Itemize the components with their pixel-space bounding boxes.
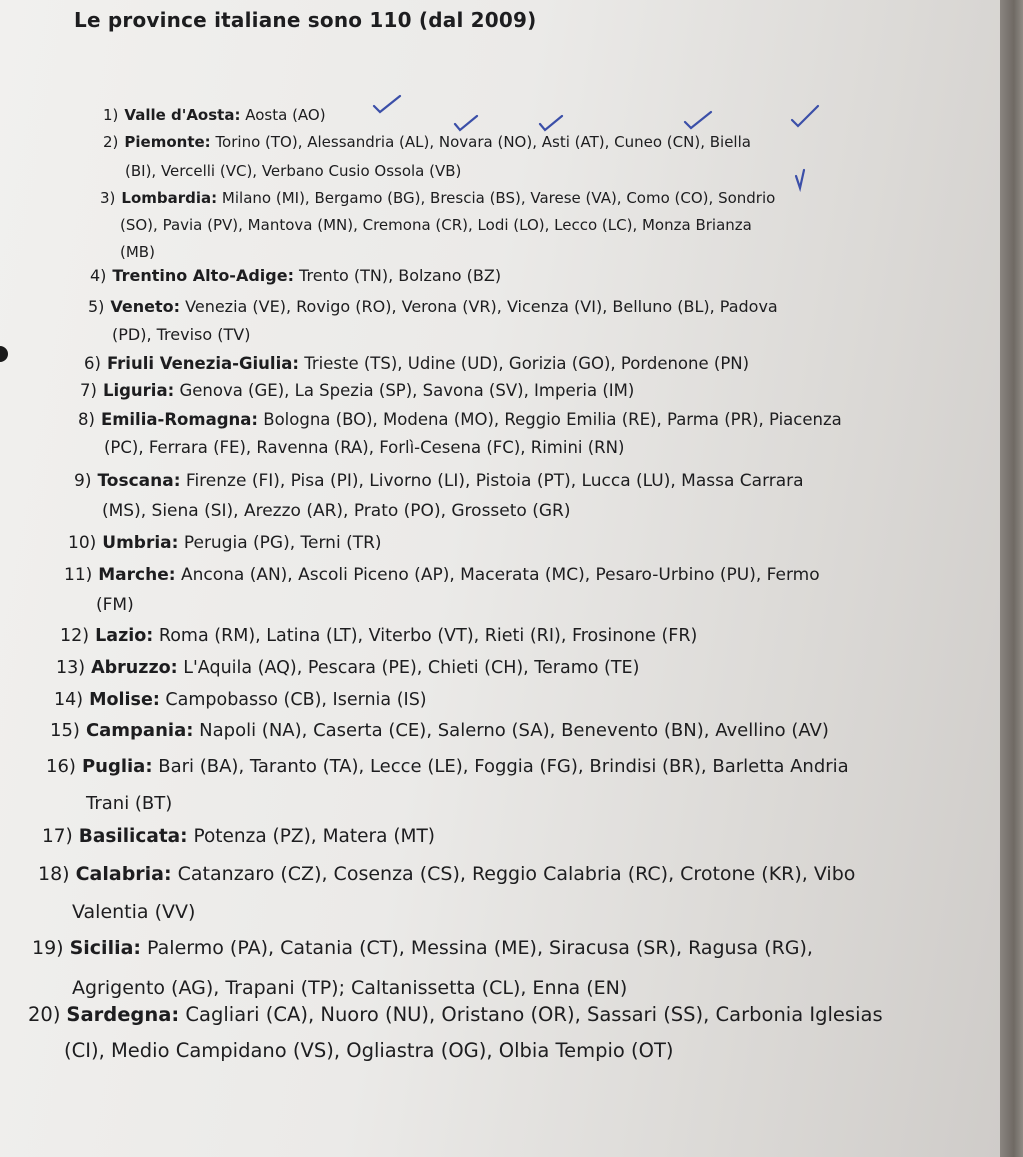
province-text: Valentia (VV) <box>72 901 196 923</box>
province-text: Venezia (VE), Rovigo (RO), Verona (VR), Vicenza (VI), Belluno (BL), Padova <box>180 297 778 316</box>
region-name: Marche: <box>98 565 176 585</box>
entry-number: 10) <box>68 533 97 553</box>
entry-number: 13) <box>56 658 86 678</box>
province-text: Firenze (FI), Pisa (PI), Livorno (LI), Pistoia (PT), Lucca (LU), Massa Carrara <box>180 471 804 491</box>
entry-line <box>74 496 804 526</box>
list-item <box>68 528 382 558</box>
entry-line <box>56 653 639 683</box>
list-item <box>42 822 435 852</box>
region-name: Veneto: <box>110 297 181 316</box>
list-item <box>84 350 749 378</box>
entry-line <box>90 262 501 290</box>
checkmark-icon <box>683 108 713 132</box>
province-text: (PC), Ferrara (FE), Ravenna (RA), Forlì-Cesena (FC), Rimini (RN) <box>104 438 625 457</box>
province-text: Trani (BT) <box>86 793 173 814</box>
checkmark-icon <box>453 112 483 136</box>
province-text: (FM) <box>96 595 134 615</box>
province-text: Potenza (PZ), Matera (MT) <box>187 826 436 847</box>
province-text: (MB) <box>120 243 155 261</box>
entry-line <box>28 1033 883 1069</box>
region-name: Toscana: <box>97 471 181 491</box>
entry-line <box>42 822 435 852</box>
province-text: Milano (MI), Bergamo (BG), Brescia (BS), Varese (VA), Como (CO), Sondrio <box>217 189 776 207</box>
entry-line <box>46 748 849 785</box>
checkmark-icon <box>794 168 824 192</box>
entry-number: 3) <box>100 189 116 207</box>
province-text: (PD), Treviso (TV) <box>112 325 251 344</box>
province-text: Catanzaro (CZ), Cosenza (CS), Reggio Calabria (RC), Crotone (KR), Vibo <box>171 863 856 885</box>
entry-line <box>78 434 842 462</box>
list-item <box>64 560 820 620</box>
page-title: Le province italiane sono 110 (dal 2009) <box>74 8 537 32</box>
list-item <box>80 377 634 405</box>
entry-line <box>103 100 326 130</box>
entry-number: 2) <box>103 133 119 151</box>
province-text: Aosta (AO) <box>240 106 326 124</box>
list-item <box>88 293 778 349</box>
province-text: Genova (GE), La Spezia (SP), Savona (SV), Imperia (IM) <box>174 381 635 400</box>
list-item <box>54 685 427 715</box>
province-text: Bari (BA), Taranto (TA), Lecce (LE), Foggia (FG), Brindisi (BR), Barletta Andria <box>152 756 849 777</box>
province-text: Palermo (PA), Catania (CT), Messina (ME), Siracusa (SR), Ragusa (RG), <box>141 937 813 959</box>
list-item <box>100 185 775 266</box>
region-name: Lombardia: <box>121 189 218 207</box>
entry-line <box>88 293 778 321</box>
entry-number: 5) <box>88 297 105 316</box>
entry-line <box>28 997 883 1033</box>
province-text: (BI), Vercelli (VC), Verbano Cusio Ossola (VB) <box>125 161 462 180</box>
list-item <box>46 748 849 822</box>
region-name: Abruzzo: <box>91 658 178 678</box>
checkmark-icon <box>790 104 820 128</box>
checkmark-icon <box>372 92 402 116</box>
list-item <box>103 128 751 185</box>
list-item <box>74 466 804 526</box>
region-name: Umbria: <box>102 533 179 553</box>
list-item <box>50 716 829 746</box>
province-text: Campobasso (CB), Isernia (IS) <box>159 690 427 710</box>
province-text: Bologna (BO), Modena (MO), Reggio Emilia (RE), Parma (PR), Piacenza <box>258 410 842 429</box>
entry-number: 19) <box>32 937 64 959</box>
entry-line <box>103 157 751 186</box>
province-text: Perugia (PG), Terni (TR) <box>178 533 382 553</box>
entry-line <box>80 377 634 405</box>
entry-line <box>50 716 829 746</box>
province-text: (SO), Pavia (PV), Mantova (MN), Cremona (CR), Lodi (LO), Lecco (LC), Monza Brianza <box>120 216 752 234</box>
list-item <box>78 406 842 462</box>
entry-line <box>100 212 775 239</box>
entry-number: 8) <box>78 410 95 429</box>
province-text: Roma (RM), Latina (LT), Viterbo (VT), Rieti (RI), Frosinone (FR) <box>153 626 698 646</box>
region-name: Basilicata: <box>78 826 188 847</box>
entry-number: 16) <box>46 756 76 777</box>
province-text: Agrigento (AG), Trapani (TP); Caltanissetta (CL), Enna (EN) <box>72 977 628 999</box>
entry-line <box>64 560 820 590</box>
list-item <box>32 928 813 1008</box>
province-text: Cagliari (CA), Nuoro (NU), Oristano (OR), Sassari (SS), Carbonia Iglesias <box>179 1003 883 1026</box>
region-name: Trentino Alto-Adige: <box>112 266 294 285</box>
entry-line <box>38 855 855 893</box>
entry-line <box>78 406 842 434</box>
region-name: Emilia-Romagna: <box>100 410 259 429</box>
list-item <box>56 653 639 683</box>
province-text: Trieste (TS), Udine (UD), Gorizia (GO), Pordenone (PN) <box>298 354 750 373</box>
entry-line <box>68 528 382 558</box>
entry-number: 18) <box>38 863 70 885</box>
region-name: Campania: <box>85 720 194 741</box>
list-item <box>90 262 501 290</box>
region-name: Valle d'Aosta: <box>124 106 241 124</box>
desk-edge <box>1000 0 1023 1157</box>
list-item <box>103 100 326 130</box>
province-text: Ancona (AN), Ascoli Piceno (AP), Macerata (MC), Pesaro-Urbino (PU), Fermo <box>175 565 820 585</box>
region-name: Liguria: <box>102 381 175 400</box>
province-text: Trento (TN), Bolzano (BZ) <box>293 266 502 285</box>
entry-line <box>54 685 427 715</box>
entry-line <box>60 621 697 651</box>
province-text: (CI), Medio Campidano (VS), Ogliastra (OG), Olbia Tempio (OT) <box>64 1039 674 1062</box>
entry-number: 12) <box>60 626 90 646</box>
province-text: Napoli (NA), Caserta (CE), Salerno (SA), Benevento (BN), Avellino (AV) <box>193 720 829 741</box>
list-item <box>28 997 883 1069</box>
entry-line <box>46 785 849 822</box>
entry-number: 1) <box>103 106 119 124</box>
region-name: Calabria: <box>75 863 172 885</box>
region-name: Sardegna: <box>66 1003 180 1026</box>
entry-number: 20) <box>28 1003 61 1026</box>
province-text: Torino (TO), Alessandria (AL), Novara (NO), Asti (AT), Cuneo (CN), Biella <box>210 133 751 151</box>
entry-line <box>100 185 775 212</box>
entry-number: 11) <box>64 565 93 585</box>
entry-number: 15) <box>50 720 80 741</box>
region-name: Puglia: <box>81 756 153 777</box>
entry-number: 7) <box>80 381 97 400</box>
checkmark-icon <box>538 112 568 136</box>
province-text: L'Aquila (AQ), Pescara (PE), Chieti (CH), Teramo (TE) <box>177 658 640 678</box>
region-name: Friuli Venezia-Giulia: <box>106 354 299 373</box>
province-text: (MS), Siena (SI), Arezzo (AR), Prato (PO), Grosseto (GR) <box>102 501 571 521</box>
region-name: Piemonte: <box>124 133 211 151</box>
region-name: Sicilia: <box>69 937 142 959</box>
entry-line <box>84 350 749 378</box>
entry-line <box>74 466 804 496</box>
region-name: Molise: <box>89 690 160 710</box>
entry-number: 6) <box>84 354 101 373</box>
entry-number: 14) <box>54 690 84 710</box>
entry-line <box>64 590 820 620</box>
entry-number: 17) <box>42 826 73 847</box>
entry-line <box>103 128 751 157</box>
entry-line <box>32 928 813 968</box>
entry-number: 4) <box>90 266 107 285</box>
region-name: Lazio: <box>95 626 154 646</box>
entry-line <box>88 321 778 349</box>
list-item <box>60 621 697 651</box>
list-item <box>38 855 855 931</box>
entry-number: 9) <box>74 471 92 491</box>
entry-line <box>38 893 855 931</box>
